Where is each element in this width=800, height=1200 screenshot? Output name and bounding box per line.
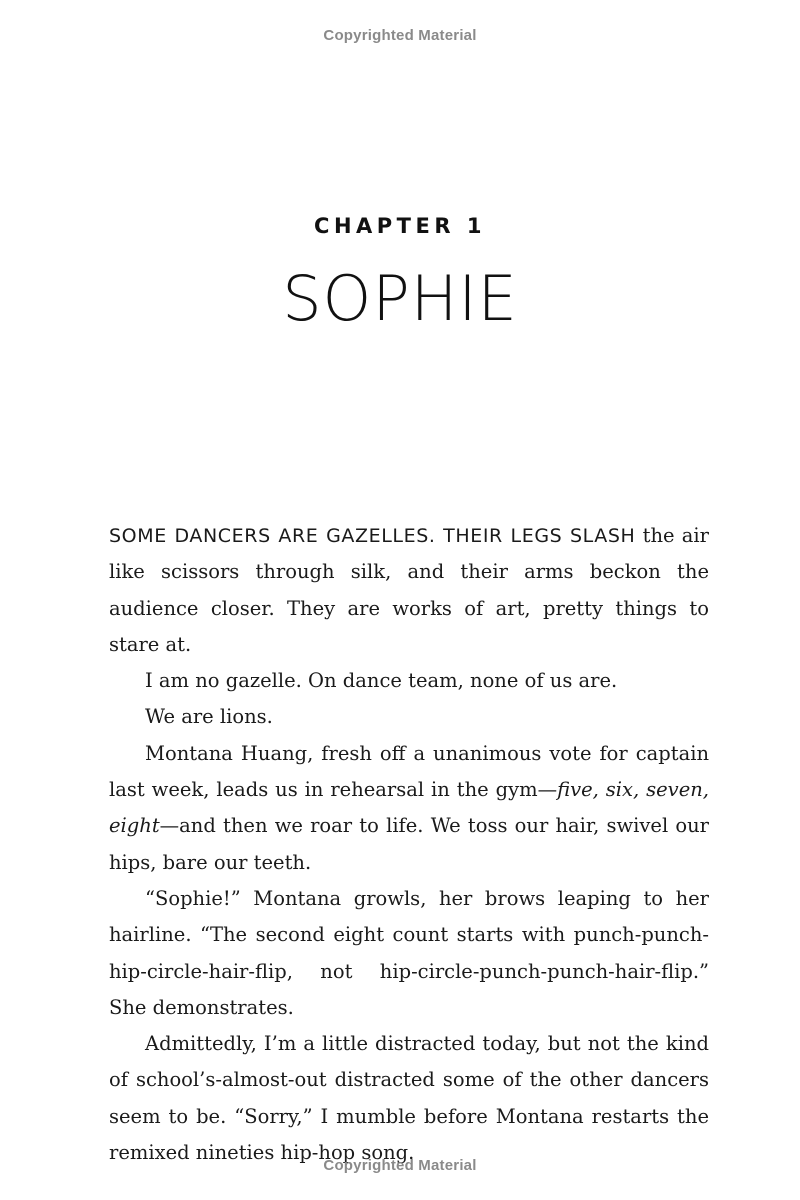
paragraph-1-text: the air like scissors through silk, and their arms beckon the audience closer. They are works of art, pretty things to stare at. — [109, 524, 709, 656]
paragraph-4-text-a: Montana Huang, fresh off a unanimous vote for captain last week, leads us in rehearsal in the gym— — [109, 741, 709, 802]
paragraph-5: “Sophie!” Montana growls, her brows leaping to her hairline. “The second eight count starts with punch-punch-hip-circle-hair-flip, not hip-circle-punch-punch-hair-flip.” She demonstrates. — [109, 886, 709, 1019]
paragraph-4 — [109, 736, 709, 881]
chapter-number: CHAPTER 1 — [314, 214, 486, 238]
paragraph-3: We are lions. — [145, 705, 273, 729]
paragraph-1 — [109, 518, 709, 663]
paragraph-4-text-b: —and then we roar to life. We toss our hair, swivel our hips, bare our teeth. — [109, 814, 709, 874]
paragraph-4-italic-count: five, six, seven, eight — [109, 778, 709, 838]
paragraph-1-lead-in: SOME DANCERS ARE GAZELLES. THEIR LEGS SLASH — [109, 525, 636, 547]
paragraph-6: Admittedly, I’m a little distracted today, but not the kind of school’s-almost-out distracted some of the other dancers seem to be. “Sorry,” I mumble before Montana restarts the remixed nineties hip-hop song. — [109, 1032, 709, 1165]
copyright-watermark-bottom: Copyrighted Material — [323, 1157, 477, 1174]
chapter-title — [0, 262, 800, 335]
copyright-watermark-top: Copyrighted Material — [323, 27, 477, 44]
chapter-body — [109, 518, 709, 1171]
paragraph-2: I am no gazelle. On dance team, none of us are. — [145, 669, 618, 693]
chapter-title-text: SOPHIE — [282, 262, 518, 335]
